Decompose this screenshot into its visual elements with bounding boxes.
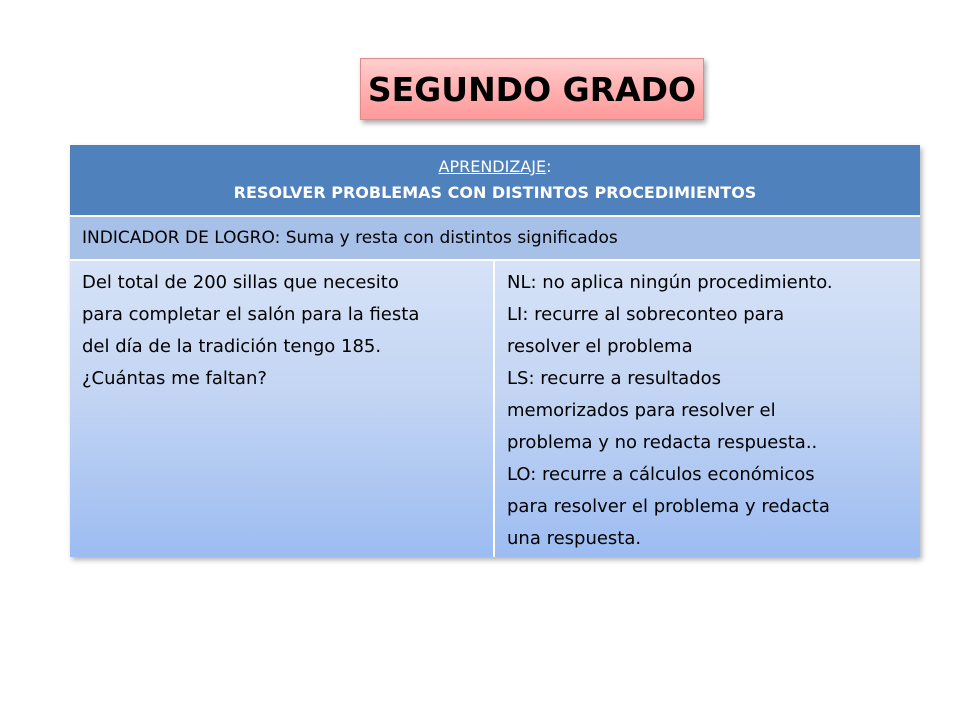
table-body-row xyxy=(70,261,920,557)
problem-line: Del total de 200 sillas que necesito xyxy=(82,272,399,293)
title-box xyxy=(360,58,704,120)
table-header-row xyxy=(70,145,920,217)
slide-title: SEGUNDO GRADO xyxy=(367,69,697,109)
problem-line: para completar el salón para la fiesta xyxy=(82,304,420,325)
criteria-line: problema y no redacta respuesta.. xyxy=(507,432,818,453)
problem-line: del día de la tradición tengo 185. xyxy=(82,336,382,357)
header-line-2: RESOLVER PROBLEMAS CON DISTINTOS PROCEDIMIENTOS xyxy=(233,183,757,202)
criteria-line: una respuesta. xyxy=(507,528,642,549)
criteria-line: memorizados para resolver el xyxy=(507,400,776,421)
criteria-line: para resolver el problema y redacta xyxy=(507,496,830,517)
indicator-row: INDICADOR DE LOGRO: Suma y resta con distintos significados xyxy=(70,217,920,261)
header-keyword: APRENDIZAJE xyxy=(438,157,547,176)
problem-line: ¿Cuántas me faltan? xyxy=(82,368,267,389)
problem-cell xyxy=(70,261,495,557)
criteria-line: LS: recurre a resultados xyxy=(507,368,722,389)
header-colon: : xyxy=(546,157,552,176)
criteria-cell xyxy=(495,261,920,557)
criteria-line: resolver el problema xyxy=(507,336,693,357)
criteria-line: NL: no aplica ningún procedimiento. xyxy=(507,272,833,293)
criteria-line: LO: recurre a cálculos económicos xyxy=(507,464,815,485)
header-line-1 xyxy=(439,154,552,180)
criteria-line: LI: recurre al sobreconteo para xyxy=(507,304,785,325)
rubric-table xyxy=(70,145,920,557)
